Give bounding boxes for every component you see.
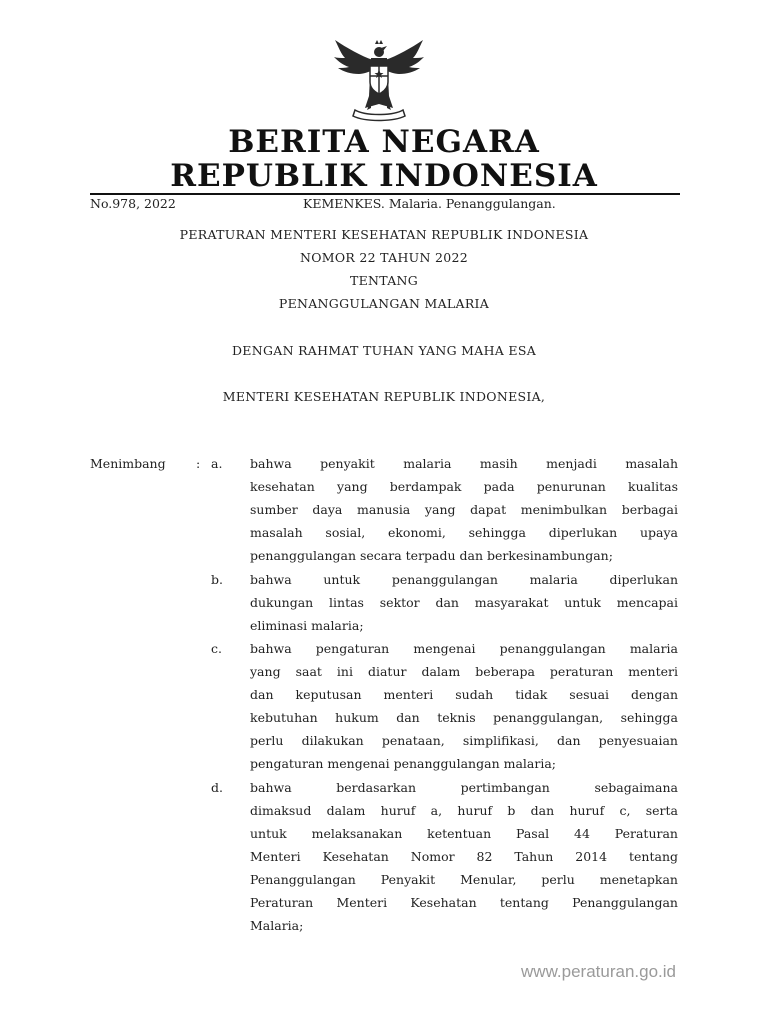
- clause-line: dan keputusan menteri sudah tidak sesuai dengan: [250, 687, 678, 702]
- website-watermark: www.peraturan.go.id: [521, 962, 676, 981]
- garuda-emblem-icon: [331, 38, 427, 124]
- clause-line: untuk melaksanakan ketentuan Pasal 44 Peraturan: [250, 826, 678, 841]
- clause-line: eliminasi malaria;: [250, 618, 364, 633]
- clause-line: perlu dilakukan penataan, simplifikasi, dan penyesuaian: [250, 733, 678, 748]
- clause-line: Penanggulangan Penyakit Menular, perlu menetapkan: [250, 872, 678, 887]
- considering-label: Menimbang: [90, 456, 166, 471]
- clause-line: dukungan lintas sektor dan masyarakat untuk mencapai: [250, 595, 678, 610]
- clause-line: pengaturan mengenai penanggulangan malaria;: [250, 756, 556, 771]
- considering-colon: :: [196, 456, 201, 471]
- authority-line: MENTERI KESEHATAN REPUBLIK INDONESIA,: [222, 389, 546, 404]
- clause-letter: c.: [211, 641, 222, 656]
- gazette-topic: KEMENKES. Malaria. Penanggulangan.: [303, 196, 556, 211]
- clause-line: masalah sosial, ekonomi, sehingga diperlukan upaya: [250, 525, 678, 540]
- clause-line: Malaria;: [250, 918, 304, 933]
- masthead-divider: [90, 193, 680, 195]
- gazette-number: No.978, 2022: [90, 196, 176, 211]
- clause-line: bahwa pengaturan mengenai penanggulangan malaria: [250, 641, 678, 656]
- regulation-about: TENTANG: [349, 273, 419, 288]
- clause-line: kebutuhan hukum dan teknis penanggulangan, sehingga: [250, 710, 678, 725]
- clause-line: Peraturan Menteri Kesehatan tentang Penanggulangan: [250, 895, 678, 910]
- masthead-title-line1: BERITA NEGARA: [228, 124, 540, 160]
- clause-line: bahwa berdasarkan pertimbangan sebagaimana: [250, 780, 678, 795]
- regulation-number: NOMOR 22 TAHUN 2022: [299, 250, 469, 265]
- clause-line: Menteri Kesehatan Nomor 82 Tahun 2014 tentang: [250, 849, 678, 864]
- regulation-title-line1: PERATURAN MENTERI KESEHATAN REPUBLIK INDONESIA: [179, 227, 589, 242]
- clause-letter: d.: [211, 780, 223, 795]
- invocation: DENGAN RAHMAT TUHAN YANG MAHA ESA: [231, 343, 537, 358]
- clause-line: kesehatan yang berdampak pada penurunan kualitas: [250, 479, 678, 494]
- clause-letter: b.: [211, 572, 223, 587]
- regulation-subject: PENANGGULANGAN MALARIA: [278, 296, 490, 311]
- clause-line: penanggulangan secara terpadu dan berkesinambungan;: [250, 548, 613, 563]
- clause-line: bahwa penyakit malaria masih menjadi masalah: [250, 456, 678, 471]
- masthead-title-line2: REPUBLIK INDONESIA: [170, 158, 598, 194]
- clause-letter: a.: [211, 456, 223, 471]
- clause-line: yang saat ini diatur dalam beberapa peraturan menteri: [250, 664, 678, 679]
- clause-line: dimaksud dalam huruf a, huruf b dan huruf c, serta: [250, 803, 678, 818]
- clause-line: bahwa untuk penanggulangan malaria diperlukan: [250, 572, 678, 587]
- clause-line: sumber daya manusia yang dapat menimbulkan berbagai: [250, 502, 678, 517]
